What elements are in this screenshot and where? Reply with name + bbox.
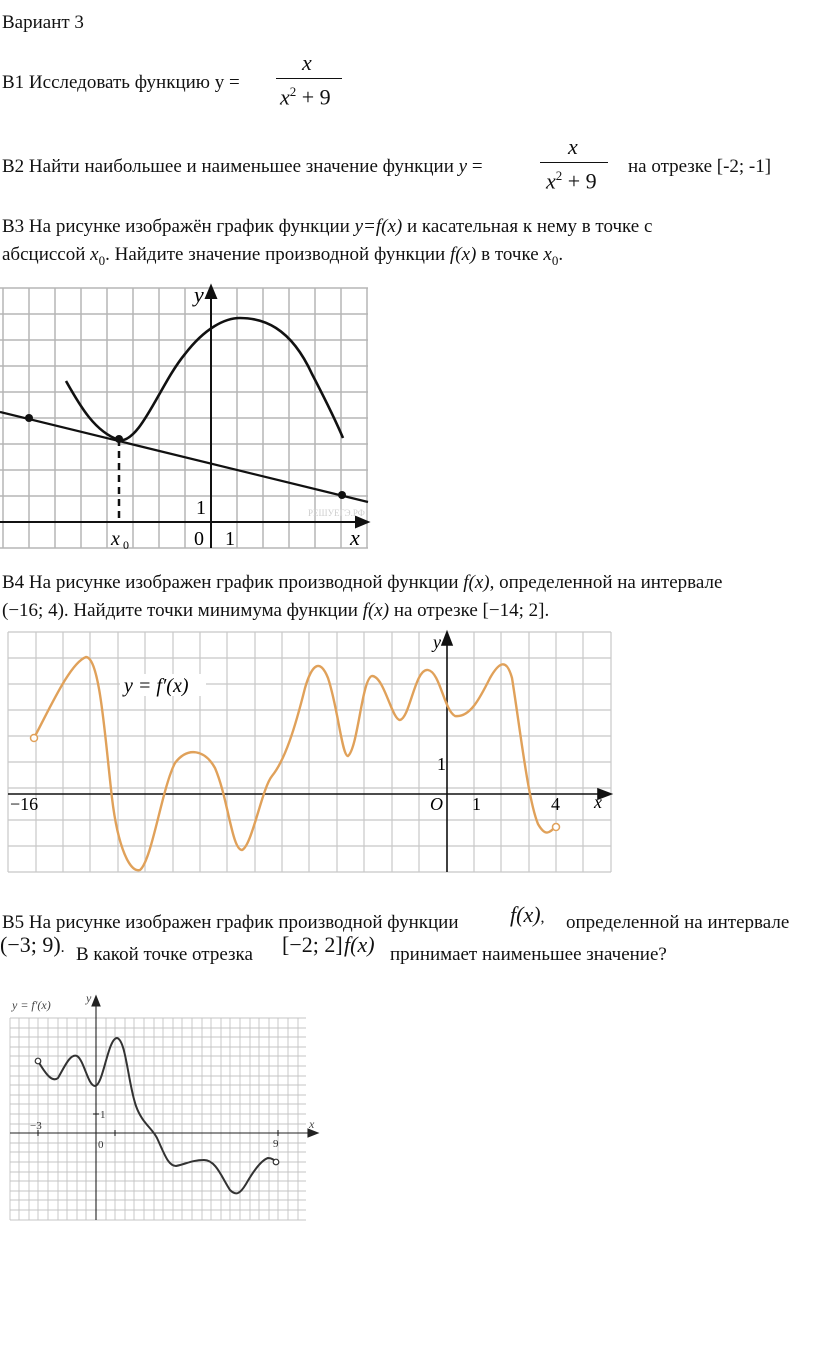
b5-y-label: y	[86, 991, 92, 1005]
b4-one-x: 1	[472, 794, 481, 814]
b3-line2: абсциссой $x_0$. Найдите значение производной функции f(x) в точке $x_0$.	[2, 244, 564, 268]
b5-grid	[10, 1018, 306, 1220]
b5-graph	[0, 988, 320, 1228]
b1-denominator: $x^2 + 9$	[280, 84, 331, 110]
b5-nine: 9	[273, 1138, 279, 1150]
b3-point-left	[25, 414, 33, 422]
b2-text: В2 Найти наибольшее и наименьшее значение функции у =	[2, 156, 483, 177]
b5-segment: [−2; 2]	[282, 932, 343, 957]
b3-point-right	[338, 491, 346, 499]
b4-grid	[8, 632, 611, 872]
b5-line2-text: В какой точке отрезка	[76, 944, 253, 965]
b5-fn-inline: f(x),	[510, 902, 545, 927]
b4-open-right	[553, 824, 560, 831]
b4-four: 4	[551, 794, 560, 814]
b2-numerator: x	[568, 134, 578, 159]
b5-line2-tail: принимает наименьшее значение?	[390, 944, 667, 965]
b3-one-x: 1	[225, 528, 235, 550]
b5-line1-tail: определенной на интервале	[566, 912, 790, 933]
b5-zero: 0	[98, 1139, 104, 1151]
b5-fn-label: y = f′(x)	[12, 998, 51, 1012]
b3-line1: В3 На рисунке изображён график функции y=f(x) и касательная к нему в точке с	[2, 216, 653, 237]
b4-line1: В4 На рисунке изображен график производной функции f(x), определенной на интервале	[2, 572, 723, 593]
b3-x0-sub: 0	[123, 538, 129, 552]
b3-point-x0	[115, 435, 123, 443]
b5-axes	[10, 996, 318, 1220]
b4-graph	[0, 628, 616, 878]
b5-open-left	[35, 1058, 41, 1064]
b5-fn-inline-2: f(x)	[344, 932, 375, 957]
b4-origin: O	[430, 794, 443, 814]
b5-one-y: 1	[100, 1109, 106, 1121]
b3-x-label: x	[350, 525, 360, 550]
variant-title: Вариант 3	[2, 12, 84, 33]
b2-suffix: на отрезке [-2; -1]	[628, 156, 772, 177]
b1-text: В1 Исследовать функцию у =	[2, 72, 240, 93]
b5-open-right	[273, 1159, 279, 1165]
b2-fraction-bar	[540, 162, 608, 163]
b3-graph	[0, 284, 370, 552]
b4-fn-label: y = f′(x)	[124, 675, 189, 697]
b5-minus3: −3	[30, 1120, 42, 1132]
b5-interval: (−3; 9).	[0, 932, 65, 957]
b1-numerator: x	[302, 50, 312, 75]
b4-one-y: 1	[437, 754, 446, 774]
b4-line2: (−16; 4). Найдите точки минимума функции f(x) на отрезке [−14; 2].	[2, 600, 550, 621]
b4-open-left	[31, 735, 38, 742]
b1-fraction-bar	[276, 78, 342, 79]
b3-y-label: y	[194, 282, 204, 307]
b4-x-label: x	[594, 792, 602, 812]
b4-derivative-curve	[34, 657, 556, 870]
b3-x0-label: x	[111, 528, 120, 550]
b1-fraction	[276, 50, 342, 112]
b3-watermark: РЕШУЕГЭ.РФ	[308, 508, 365, 518]
b4-y-label: y	[433, 632, 441, 652]
b2-denominator: $x^2 + 9$	[546, 168, 597, 194]
b5-line1: В5 На рисунке изображен график производной функции	[2, 912, 459, 933]
b3-one-y: 1	[196, 497, 206, 519]
b2-fraction	[540, 134, 608, 196]
b3-zero: 0	[194, 528, 204, 550]
b4-minus16: −16	[10, 794, 39, 814]
b5-x-label: x	[309, 1117, 315, 1131]
